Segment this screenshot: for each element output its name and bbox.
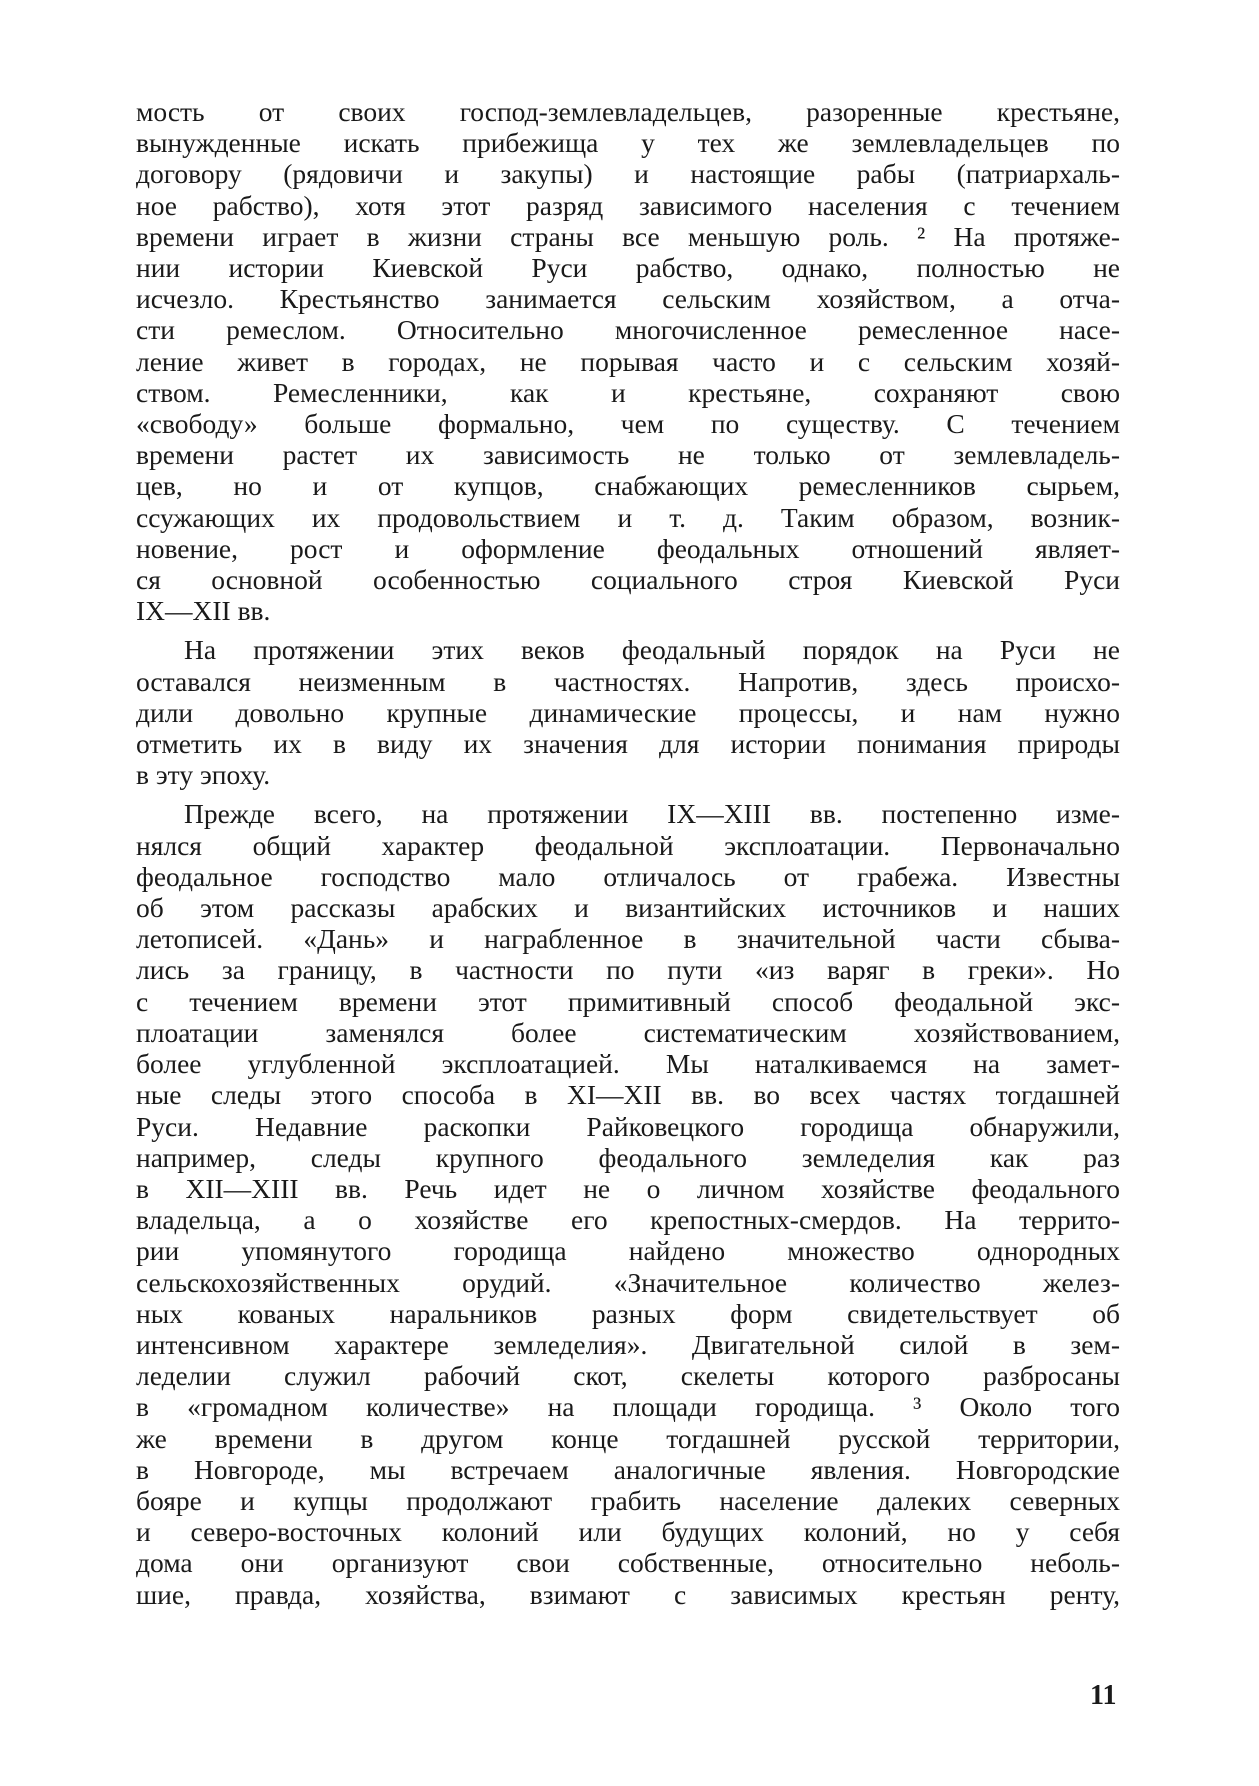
text-line: интенсивном характере земледелия». Двигательной силой в зем- — [136, 1328, 1120, 1360]
paragraph — [136, 798, 1120, 1609]
text-line: ных кованых наральников разных форм свидетельствует об — [136, 1297, 1120, 1329]
text-line: сельскохозяйственных орудий. «Значительное количество желез- — [136, 1266, 1120, 1298]
text-line: IX—XII вв. — [136, 595, 271, 627]
paragraph — [136, 634, 1120, 790]
text-line: мость от своих господ-землевладельцев, разоренные крестьяне, — [136, 96, 1120, 127]
text-line: времени играет в жизни страны все меньшую роль. ² На протяже- — [136, 220, 1120, 252]
text-line: ные следы этого способа в XI—XII вв. во всех частях тогдашней — [136, 1079, 1120, 1111]
text-line: шие, правда, хозяйства, взимают с зависимых крестьян ренту, — [136, 1578, 1120, 1610]
text-line: оставался неизменным в частностях. Напротив, здесь происхо- — [136, 665, 1120, 697]
text-line: ное рабство), хотя этот разряд зависимого населения с течением — [136, 189, 1120, 221]
text-line: отметить их в виду их значения для истории понимания природы — [136, 728, 1120, 760]
text-line: сти ремеслом. Относительно многочисленное ремесленное насе- — [136, 314, 1120, 346]
page-body-text — [136, 96, 1120, 1610]
text-line: новение, рост и оформление феодальных отношений являет- — [136, 532, 1120, 564]
text-line: Прежде всего, на протяжении IX—XIII вв. постепенно изме- — [184, 798, 1120, 830]
text-line: и северо-восточных колоний или будущих колоний, но у себя — [136, 1516, 1120, 1548]
text-line: вынужденные искать прибежища у тех же землевладельцев по — [136, 127, 1120, 159]
text-line: например, следы крупного феодального земледелия как раз — [136, 1141, 1120, 1173]
text-line: ся основной особенностью социального строя Киевской Руси — [136, 564, 1120, 596]
text-line: договору (рядовичи и закупы) и настоящие рабы (патриархаль- — [136, 158, 1120, 190]
text-line: цев, но и от купцов, снабжающих ремесленников сырьем, — [136, 470, 1120, 502]
text-line: лись за границу, в частности по пути «из варяг в греки». Но — [136, 954, 1120, 986]
text-line: Руси. Недавние раскопки Райковецкого городища обнаружили, — [136, 1110, 1120, 1142]
text-line: «свободу» больше формально, чем по существу. С течением — [136, 408, 1120, 440]
text-line: плоатации заменялся более систематическим хозяйствованием, — [136, 1016, 1120, 1048]
text-line: летописей. «Дань» и награбленное в значительной части сбыва- — [136, 923, 1120, 955]
paragraph — [136, 96, 1120, 626]
text-line: исчезло. Крестьянство занимается сельским хозяйством, а отча- — [136, 283, 1120, 315]
text-line: нии истории Киевской Руси рабство, однако, полностью не — [136, 252, 1120, 284]
text-line: с течением времени этот примитивный способ феодальной экс- — [136, 985, 1120, 1017]
text-line: бояре и купцы продолжают грабить население далеких северных — [136, 1484, 1120, 1516]
text-line: ссужающих их продовольствием и т. д. Таким образом, возник- — [136, 501, 1120, 533]
text-line: в «громадном количестве» на площади городища. ³ Около того — [136, 1391, 1120, 1423]
text-line: ством. Ремесленники, как и крестьяне, сохраняют свою — [136, 376, 1120, 408]
text-line: в Новгороде, мы встречаем аналогичные явления. Новгородские — [136, 1453, 1120, 1485]
text-line: об этом рассказы арабских и византийских источников и наших — [136, 892, 1120, 924]
text-line: рии упомянутого городища найдено множество однородных — [136, 1235, 1120, 1267]
text-line: времени растет их зависимость не только от землевладель- — [136, 439, 1120, 471]
text-line: ление живет в городах, не порывая часто и с сельским хозяй- — [136, 345, 1120, 377]
text-line: На протяжении этих веков феодальный порядок на Руси не — [184, 634, 1120, 666]
text-line: же времени в другом конце тогдашней русской территории, — [136, 1422, 1120, 1454]
page-number: 11 — [1090, 1680, 1117, 1711]
text-line: в XII—XIII вв. Речь идет не о личном хозяйстве феодального — [136, 1172, 1120, 1204]
text-line: дили довольно крупные динамические процессы, и нам нужно — [136, 696, 1120, 728]
text-line: в эту эпоху. — [136, 759, 271, 791]
text-line: более углубленной эксплоатацией. Мы наталкиваемся на замет- — [136, 1048, 1120, 1080]
text-line: феодальное господство мало отличалось от грабежа. Известны — [136, 860, 1120, 892]
text-line: нялся общий характер феодальной эксплоатации. Первоначально — [136, 829, 1120, 861]
text-line: леделии служил рабочий скот, скелеты которого разбросаны — [136, 1360, 1120, 1392]
text-line: владельца, а о хозяйстве его крепостных-смердов. На террито- — [136, 1204, 1120, 1236]
text-line: дома они организуют свои собственные, относительно неболь- — [136, 1547, 1120, 1579]
